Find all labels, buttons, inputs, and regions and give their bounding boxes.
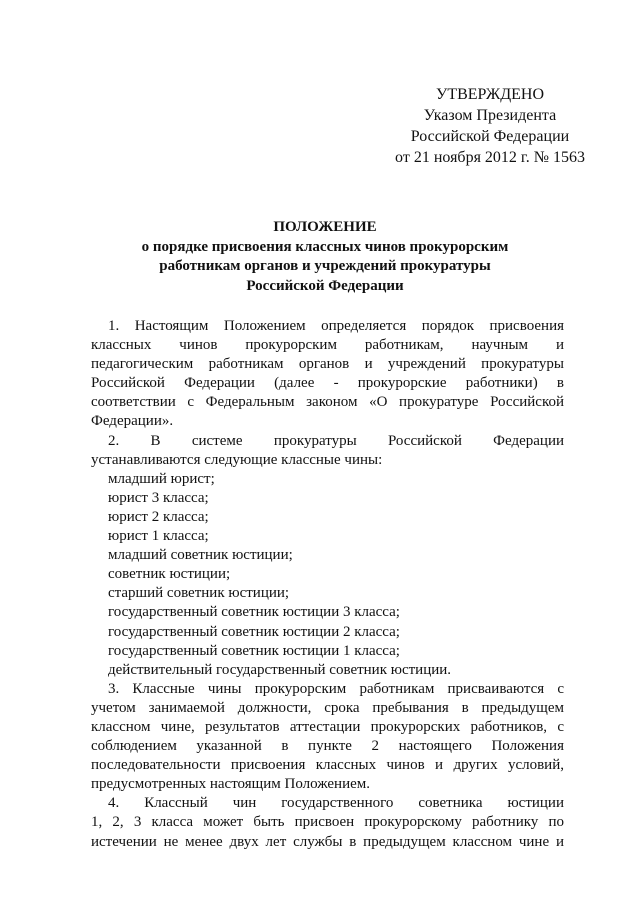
text-line: последовательности присвоения классных чинов и других условий,: [91, 757, 564, 774]
text-line: 2. В системе прокуратуры Российской Федерации: [108, 432, 564, 449]
rank-item: государственный советник юстиции 2 класса;: [108, 623, 400, 640]
text-line: педагогическим работникам органов и учреждений прокуратуры: [91, 356, 564, 373]
title-line-1: о порядке присвоения классных чинов прокурорским: [141, 238, 509, 255]
rank-item: младший юрист;: [108, 470, 215, 487]
text-line: классных чинов прокурорским работникам, научным и: [91, 337, 564, 354]
approval-line-2: Российской Федерации: [410, 128, 570, 145]
text-line: учетом занимаемой должности, срока пребывания в предыдущем: [91, 699, 564, 716]
approval-heading: УТВЕРЖДЕНО: [435, 86, 544, 103]
approval-stamp: [390, 84, 590, 168]
approval-line-3: от 21 ноября 2012 г. № 1563: [395, 149, 585, 166]
approval-line-1: Указом Президента: [423, 107, 557, 124]
rank-item: государственный советник юстиции 3 класса;: [108, 604, 400, 621]
rank-item: юрист 3 класса;: [108, 489, 209, 506]
rank-item: государственный советник юстиции 1 класса;: [108, 642, 400, 659]
text-line: 1. Настоящим Положением определяется порядок присвоения: [108, 318, 564, 334]
rank-item: младший советник юстиции;: [108, 547, 293, 564]
text-line: 3. Классные чины прокурорским работникам присваиваются с: [108, 680, 564, 697]
rank-item: советник юстиции;: [108, 566, 231, 583]
document-body: [91, 317, 564, 852]
text-line: Российской Федерации (далее - прокурорские работники) в: [91, 375, 564, 392]
rank-item: юрист 2 класса;: [108, 508, 209, 525]
rank-item: старший советник юстиции;: [108, 585, 290, 602]
rank-item: юрист 1 класса;: [108, 528, 209, 545]
text-line: истечении не менее двух лет службы в предыдущем классном чине и: [91, 833, 564, 850]
text-line: соблюдением указанной в пункте 2 настоящего Положения: [91, 738, 564, 755]
text-line: предусмотренных настоящим Положением.: [91, 776, 371, 793]
text-line: Федерации».: [91, 413, 174, 430]
text-line: соответствии с Федеральным законом «О прокуратуре Российской: [91, 394, 564, 411]
text-line: 4. Классный чин государственного советника юстиции: [108, 795, 564, 812]
title-main: ПОЛОЖЕНИЕ: [273, 219, 377, 235]
document-title: [110, 218, 540, 296]
text-line: классном чине, результатов аттестации прокурорских работников, с: [91, 718, 564, 735]
rank-item: действительный государственный советник юстиции.: [108, 661, 452, 678]
title-line-2: работникам органов и учреждений прокуратуры: [159, 258, 491, 274]
text-line: устанавливаются следующие классные чины:: [91, 451, 383, 468]
text-line: 1, 2, 3 класса может быть присвоен прокурорскому работнику по: [91, 814, 564, 831]
title-line-3: Российской Федерации: [246, 277, 404, 294]
